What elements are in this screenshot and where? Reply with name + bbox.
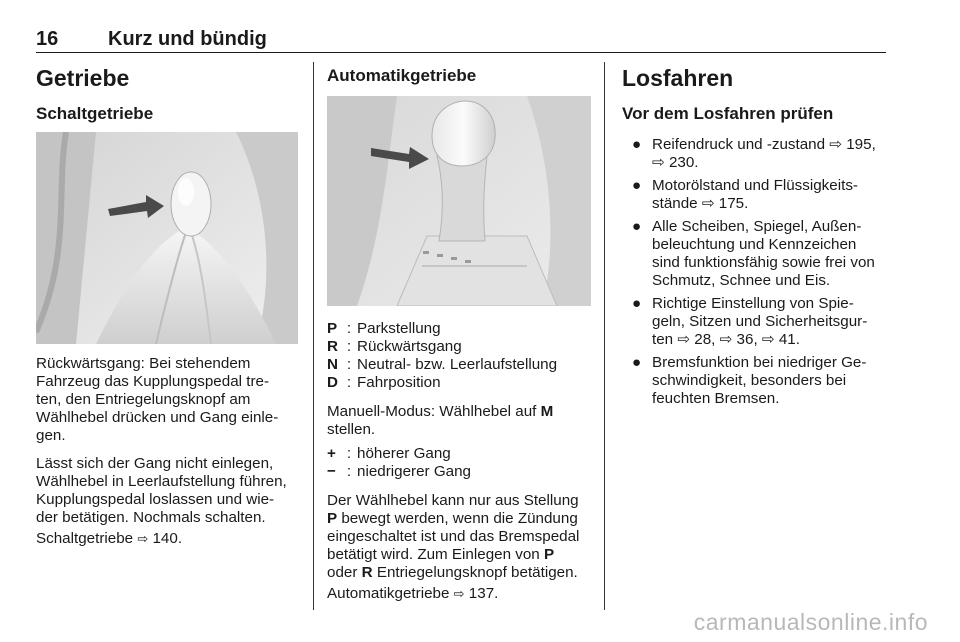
reference-page: 140.: [152, 530, 183, 547]
automatic-shifter-illustration: [327, 96, 591, 306]
text-line: [327, 564, 602, 582]
paragraph-gear-engage: [36, 455, 306, 527]
position-item: [327, 320, 597, 338]
position-label: Parkstellung: [357, 320, 441, 337]
column-divider-1: [313, 62, 314, 610]
text-line: Bremsfunktion bei niedriger Ge-: [652, 354, 867, 371]
position-item: [327, 356, 597, 374]
text-span: Entriegelungsknopf betätigen.: [372, 564, 578, 581]
subsection-title-schaltgetriebe: Schaltgetriebe: [36, 104, 154, 123]
separator: :: [346, 356, 352, 373]
page-header: [36, 28, 886, 53]
bullet-icon: ●: [632, 295, 642, 312]
text-line: Richtige Einstellung von Spie-: [652, 295, 854, 312]
page-reference-icon: ⇨: [137, 531, 149, 546]
text-line: Motorölstand und Flüssigkeits-: [652, 177, 858, 194]
gear-change-label: niedrigerer Gang: [357, 463, 471, 480]
gear-change-item: [327, 463, 597, 481]
plus-icon: +: [327, 445, 336, 462]
text-line: schwindigkeit, besonders bei: [652, 372, 847, 389]
text-line: Kupplungspedal loslassen und wie-: [36, 491, 275, 508]
text-line: Wählhebel in Leerlaufstellung führen,: [36, 473, 287, 490]
checklist-item: [632, 136, 912, 172]
text-line: stellen.: [327, 421, 376, 438]
key-letter: P: [327, 510, 338, 527]
paragraph-manual-mode: [327, 403, 597, 439]
watermark: carmanualsonline.info: [693, 609, 928, 635]
text-line: beleuchtung und Kennzeichen: [652, 236, 857, 253]
position-key: R: [327, 338, 338, 355]
separator: :: [346, 445, 352, 462]
reference-schaltgetriebe[interactable]: [36, 530, 182, 548]
text-line: Reifendruck und -zustand ⇨ 195,: [652, 136, 876, 153]
text-line: gen.: [36, 427, 66, 444]
separator: :: [346, 374, 352, 391]
automatic-gearshift-image: [327, 96, 591, 306]
gear-change-list: [327, 445, 597, 481]
gear-change-item: [327, 445, 597, 463]
text-span: oder: [327, 564, 362, 581]
text-line: Lässt sich der Gang nicht einlegen,: [36, 455, 274, 472]
text-line: Rückwärtsgang: Bei stehendem: [36, 355, 251, 372]
position-item: [327, 374, 597, 392]
bullet-icon: ●: [632, 354, 642, 371]
subsection-title-automatikgetriebe: Automatikgetriebe: [327, 66, 477, 85]
checklist-item: [632, 177, 912, 213]
text-line: stände ⇨ 175.: [652, 195, 749, 212]
text-line: feuchten Bremsen.: [652, 390, 780, 407]
text-span: betätigt wird. Zum Einlegen von: [327, 546, 544, 563]
checklist-item: [632, 354, 912, 408]
gearshift-illustration: [36, 132, 298, 344]
section-title-getriebe: Getriebe: [36, 65, 130, 91]
text-line: geln, Sitzen und Sicherheitsgur-: [652, 313, 868, 330]
reference-page: 137.: [468, 585, 499, 602]
text-span: Manuell-Modus: Wählhebel auf: [327, 403, 537, 420]
manual-gearshift-image: [36, 132, 298, 344]
page-title: Kurz und bündig: [108, 28, 267, 50]
subsection-title-vor-dem-losfahren: Vor dem Losfahren prüfen: [622, 104, 834, 123]
text-line: ⇨ 230.: [652, 154, 699, 171]
key-letter: M: [540, 403, 554, 420]
bullet-icon: ●: [632, 177, 642, 194]
text-line: [327, 510, 602, 528]
text-line: ten, den Entriegelungsknopf am: [36, 391, 251, 408]
text-line: [327, 403, 597, 421]
page-reference-icon: ⇨: [453, 586, 465, 601]
checklist-text: [652, 295, 902, 349]
text-line: sind funktionsfähig sowie frei von: [652, 254, 875, 271]
checklist-item: [632, 295, 912, 349]
bullet-icon: ●: [632, 136, 642, 153]
text-line: eingeschaltet ist und das Bremspedal: [327, 528, 580, 545]
checklist-item: [632, 218, 912, 290]
paragraph-selector-lever: [327, 492, 602, 582]
text-line: ten ⇨ 28, ⇨ 36, ⇨ 41.: [652, 331, 800, 348]
position-key: N: [327, 356, 338, 373]
checklist-text: [652, 218, 902, 290]
separator: :: [346, 338, 352, 355]
paragraph-reverse-gear: [36, 355, 306, 445]
text-line: [327, 546, 602, 564]
reference-label: Automatikgetriebe: [327, 585, 450, 602]
position-list: [327, 320, 597, 392]
column-divider-2: [604, 62, 605, 610]
position-label: Fahrposition: [357, 374, 441, 391]
text-line: Alle Scheiben, Spiegel, Außen-: [652, 218, 862, 235]
checklist-text: [652, 354, 902, 408]
text-line: Schmutz, Schnee und Eis.: [652, 272, 831, 289]
text-line: der betätigen. Nochmals schalten.: [36, 509, 266, 526]
text-line: Fahrzeug das Kupplungspedal tre-: [36, 373, 270, 390]
bullet-icon: ●: [632, 218, 642, 235]
section-title-losfahren: Losfahren: [622, 65, 734, 91]
checklist-text: [652, 177, 902, 213]
text-span: bewegt werden, wenn die Zündung: [337, 510, 578, 527]
position-label: Neutral- bzw. Leerlaufstellung: [357, 356, 558, 373]
text-line: Der Wählhebel kann nur aus Stellung: [327, 492, 579, 509]
key-letter: P: [543, 546, 555, 563]
checklist-text: [652, 136, 902, 172]
position-key: P: [327, 320, 338, 337]
text-line: Wählhebel drücken und Gang einle-: [36, 409, 279, 426]
key-letter: R: [361, 564, 373, 581]
reference-label: Schaltgetriebe: [36, 530, 134, 547]
reference-automatikgetriebe[interactable]: [327, 585, 498, 603]
separator: :: [346, 463, 352, 480]
page-number: 16: [36, 28, 59, 50]
position-label: Rückwärtsgang: [357, 338, 462, 355]
separator: :: [346, 320, 352, 337]
position-item: [327, 338, 597, 356]
position-key: D: [327, 374, 338, 391]
minus-icon: −: [327, 463, 336, 480]
gear-change-label: höherer Gang: [357, 445, 451, 462]
